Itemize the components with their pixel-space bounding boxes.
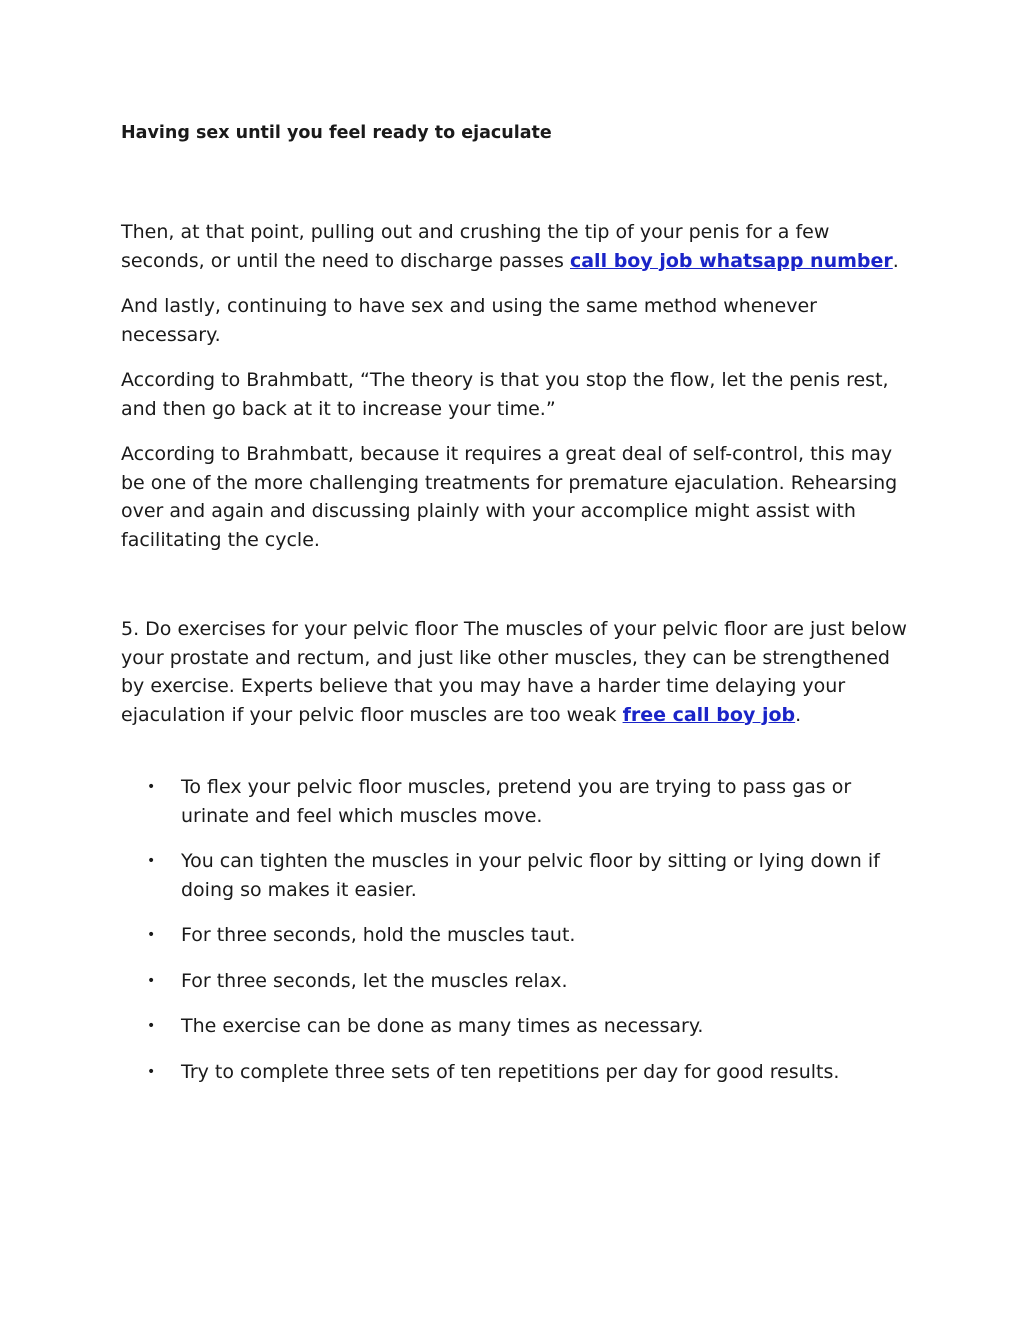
list-item <box>147 1012 911 1041</box>
bullet-icon: • <box>147 1063 156 1080</box>
list-item <box>147 921 911 950</box>
paragraph-5-period: . <box>795 703 802 726</box>
call-boy-whatsapp-link[interactable]: call boy job whatsapp number <box>569 249 893 272</box>
paragraph-1-period: . <box>892 249 899 272</box>
bullet-icon: • <box>147 779 156 795</box>
paragraph-3: According to Brahmbatt, “The theory is that you stop the flow, let the penis rest, and then go back at it to increase your time.” <box>121 369 889 420</box>
bullet-icon: • <box>147 853 156 869</box>
bullet-icon: • <box>147 972 156 989</box>
paragraph-1 <box>121 218 911 275</box>
list-item-text: For three seconds, hold the muscles taut. <box>181 924 576 946</box>
paragraph-4: According to Brahmbatt, because it requires a great deal of self-control, this may be one of the more challenging treatments for premature ejaculation. Rehearsing over and again and discussing plainly with your accomplice might assist with facilitating the cycle. <box>121 443 898 551</box>
list-item-text: The exercise can be done as many times as necessary. <box>181 1015 704 1037</box>
paragraph-1-text: Then, at that point, pulling out and crushing the tip of your penis for a few seconds, or until the need to discharge passes <box>121 221 830 272</box>
bullet-icon: • <box>147 927 156 943</box>
paragraph-2: And lastly, continuing to have sex and using the same method whenever necessary. <box>121 295 817 346</box>
list-item <box>147 1058 911 1087</box>
list-item <box>147 967 911 996</box>
bullet-icon: • <box>147 1018 156 1034</box>
paragraph-5-text: 5. Do exercises for your pelvic floor The muscles of your pelvic floor are just below your prostate and rectum, and just like other muscles, they can be strengthened by exercise. Experts believe that you may have a harder time delaying your ejaculation if your pelvic floor muscles are too weak <box>121 618 907 726</box>
section-heading: Having sex until you feel ready to ejaculate <box>121 123 552 143</box>
exercise-list <box>121 773 911 1086</box>
free-call-boy-job-link[interactable]: free call boy job <box>622 703 796 726</box>
list-item <box>147 847 911 904</box>
list-item-text: You can tighten the muscles in your pelvic floor by sitting or lying down if doing so makes it easier. <box>181 850 880 901</box>
list-item-text: To flex your pelvic floor muscles, pretend you are trying to pass gas or urinate and feel which muscles move. <box>181 776 852 827</box>
paragraph-5 <box>121 615 911 729</box>
list-item-text: Try to complete three sets of ten repetitions per day for good results. <box>181 1060 840 1083</box>
list-item <box>147 773 911 830</box>
spacer <box>121 571 911 615</box>
list-item-text: For three seconds, let the muscles relax. <box>181 969 568 992</box>
document-body <box>121 120 911 1103</box>
